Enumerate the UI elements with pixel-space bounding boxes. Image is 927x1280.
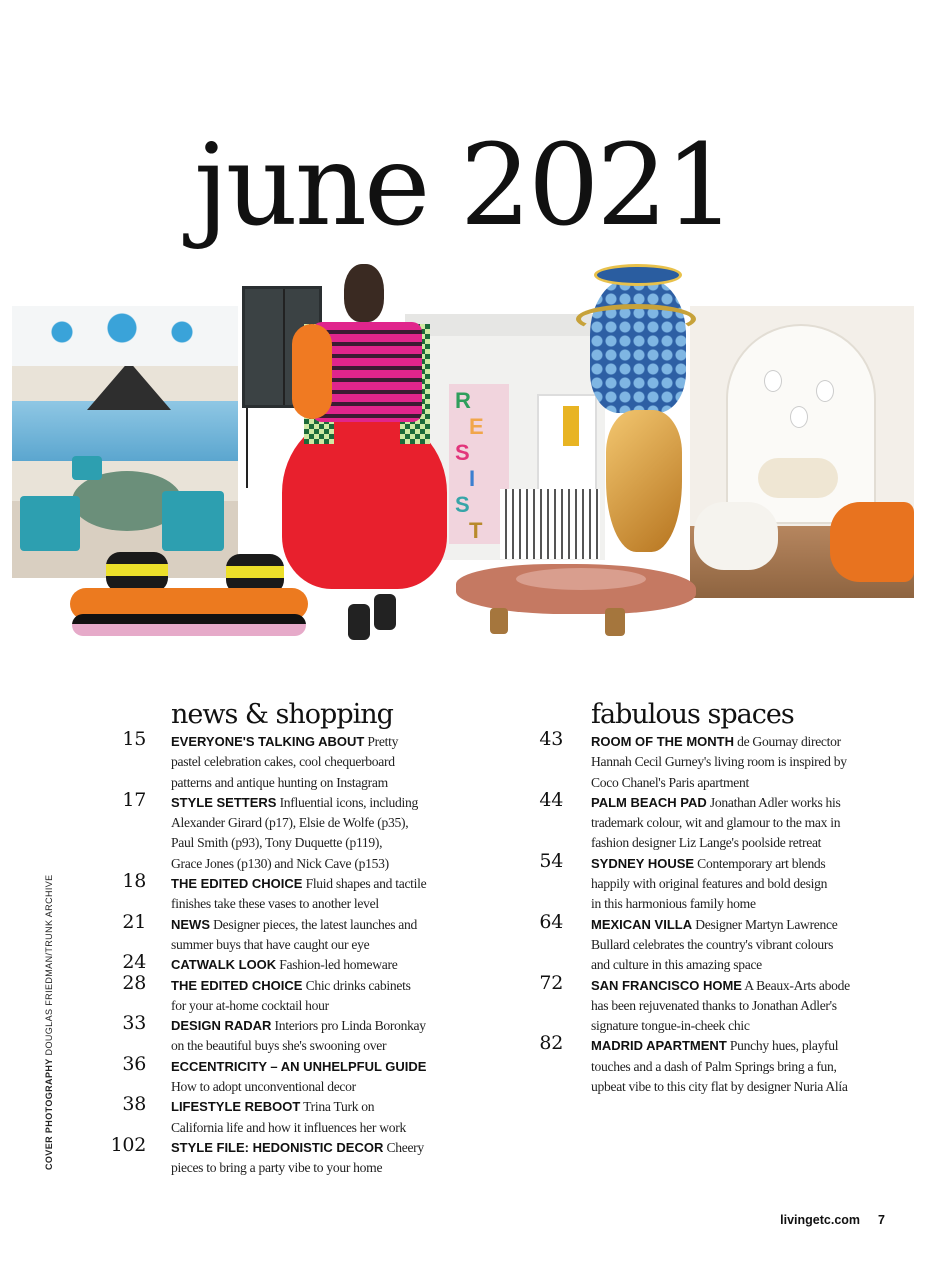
entry-heading: LIFESTYLE REBOOT — [171, 1099, 301, 1115]
page-ref-number: 38 — [122, 1093, 146, 1116]
toc-entry[interactable] — [530, 971, 890, 1037]
entry-description: fashion designer Liz Lange's poolside retreat — [591, 835, 822, 851]
entry-description: California life and how it influences her work — [171, 1119, 406, 1135]
entry-description: trademark colour, wit and glamour to the max in — [591, 815, 841, 831]
entry-heading: NEWS — [171, 916, 210, 932]
resist-artwork: R E S I S T — [449, 384, 509, 544]
page-ref-number: 102 — [110, 1133, 146, 1156]
entry-description: Trina Turk on — [300, 1099, 375, 1115]
page-ref-number: 43 — [539, 728, 563, 750]
section-heading: fabulous spaces — [591, 699, 794, 730]
page-ref-number: 54 — [539, 849, 563, 872]
news-shopping-column — [110, 698, 470, 1179]
vase-image — [572, 264, 702, 414]
entry-description: Designer pieces, the latest launches and — [210, 916, 418, 932]
entry-description: has been rejuvenated thanks to Jonathan Adler's — [591, 997, 837, 1013]
entry-description: pastel celebration cakes, cool chequerboard — [171, 754, 395, 770]
fabulous-spaces-column — [530, 698, 890, 1097]
toc-entry[interactable] — [110, 951, 470, 975]
page-ref-number: 72 — [539, 971, 563, 994]
entry-description: Cheery — [383, 1139, 424, 1155]
page-title: june 2021 — [194, 121, 733, 251]
entry-description: Coco Chanel's Paris apartment — [591, 774, 749, 790]
toc-entry[interactable] — [530, 1032, 890, 1097]
entry-description: Designer Martyn Lawrence — [692, 916, 838, 932]
page-ref-number: 82 — [539, 1032, 563, 1055]
section-heading: news & shopping — [171, 699, 393, 730]
page-ref-number: 33 — [122, 1012, 146, 1035]
entry-description: Paul Smith (p93), Tony Duquette (p119), — [171, 835, 383, 851]
entry-description: de Gournay director — [734, 734, 841, 749]
entry-description: Bullard celebrates the country's vibrant colours — [591, 936, 834, 952]
toc-entry[interactable] — [110, 870, 470, 915]
toc-entry[interactable] — [110, 1052, 470, 1098]
entry-heading: MADRID APARTMENT — [591, 1038, 727, 1054]
entry-description: on the beautiful buys she's swooning over — [171, 1038, 387, 1054]
entry-description: Contemporary art blends — [694, 855, 826, 871]
gold-hand-hook-image — [606, 410, 682, 552]
cover-photo-credit: COVER PHOTOGRAPHY DOUGLAS FRIEDMAN/TRUNK ARCHIVE — [44, 874, 54, 1170]
toc-entry[interactable] — [530, 910, 890, 976]
entry-description: upbeat vibe to this city flat by designer Nuria Alía — [591, 1079, 848, 1095]
entry-heading: THE EDITED CHOICE — [171, 977, 303, 993]
page-ref-number: 24 — [122, 951, 146, 974]
entry-heading: ECCENTRICITY – AN UNHELPFUL GUIDE — [171, 1058, 427, 1074]
coffee-table-image — [456, 564, 696, 614]
entry-description: summer buys that have caught our eye — [171, 936, 370, 952]
site-url[interactable]: livingetc.com — [780, 1213, 861, 1227]
entry-description: Pretty — [364, 734, 399, 749]
entry-description: pieces to bring a party vibe to your home — [171, 1160, 383, 1176]
page-ref-number: 64 — [539, 910, 563, 933]
toc-entry[interactable] — [110, 788, 470, 874]
entry-description: and culture in this amazing space — [591, 957, 762, 973]
page-ref-number: 18 — [122, 870, 146, 893]
toc-entry[interactable] — [530, 849, 890, 915]
entry-heading: STYLE SETTERS — [171, 794, 277, 810]
terrace-photo — [12, 306, 238, 578]
page-ref-number: 36 — [122, 1052, 146, 1075]
entry-heading: SYDNEY HOUSE — [591, 855, 695, 871]
entry-description: patterns and antique hunting on Instagram — [171, 774, 388, 790]
toc-entry[interactable] — [530, 788, 890, 854]
entry-heading: MEXICAN VILLA — [591, 916, 693, 932]
page-ref-number: 28 — [122, 971, 146, 994]
entry-heading: SAN FRANCISCO HOME — [591, 977, 742, 993]
entry-heading: PALM BEACH PAD — [591, 794, 707, 810]
entry-description: Influential icons, including — [276, 794, 419, 810]
entry-description: Punchy hues, playful — [726, 1038, 839, 1054]
entry-description: Interiors pro Linda Boronkay — [271, 1018, 426, 1034]
entry-heading: ROOM OF THE MONTH — [591, 734, 734, 749]
sofa-image — [70, 552, 308, 644]
entry-description: Jonathan Adler works his — [706, 794, 841, 810]
entry-description: Hannah Cecil Gurney's living room is inspired by — [591, 754, 847, 770]
toc-entry[interactable] — [110, 1012, 470, 1057]
arched-interior-photo — [690, 306, 914, 598]
page-ref-number: 15 — [122, 728, 146, 750]
entry-description: How to adopt unconventional decor — [171, 1079, 356, 1095]
entry-description: Fashion-led homeware — [276, 957, 398, 973]
entry-heading: DESIGN RADAR — [171, 1018, 272, 1034]
entry-description: in this harmonious family home — [591, 896, 756, 912]
page-ref-number: 44 — [539, 788, 563, 811]
page-footer — [780, 1213, 885, 1227]
page-number: 7 — [878, 1213, 885, 1227]
entry-description: Grace Jones (p130) and Nick Cave (p153) — [171, 855, 389, 871]
entry-heading: STYLE FILE: HEDONISTIC DECOR — [171, 1139, 384, 1155]
toc-entry[interactable] — [110, 728, 470, 793]
entry-description: for your at-home cocktail hour — [171, 997, 329, 1013]
toc-entry[interactable] — [110, 910, 470, 956]
entry-heading: CATWALK LOOK — [171, 957, 277, 973]
entry-description: happily with original features and bold design — [591, 876, 828, 892]
entry-heading: THE EDITED CHOICE — [171, 876, 303, 892]
entry-description: finishes take these vases to another level — [171, 896, 379, 912]
entry-heading: EVERYONE'S TALKING ABOUT — [171, 734, 365, 749]
page-ref-number: 21 — [122, 910, 146, 933]
entry-description: Chic drinks cabinets — [302, 977, 411, 993]
entry-description: touches and a dash of Palm Springs bring a fun, — [591, 1058, 837, 1074]
toc-entry[interactable] — [110, 971, 470, 1017]
toc-entry[interactable] — [110, 1093, 470, 1138]
entry-description: A Beaux-Arts abode — [741, 977, 850, 993]
cover-collage — [0, 262, 927, 647]
entry-description: signature tongue-in-cheek chic — [591, 1018, 750, 1034]
toc-entry[interactable] — [530, 728, 890, 793]
page-ref-number: 17 — [122, 788, 146, 811]
entry-description: Alexander Girard (p17), Elsie de Wolfe (p35), — [171, 815, 409, 831]
toc-entry[interactable] — [110, 1133, 470, 1179]
entry-description: Fluid shapes and tactile — [302, 876, 427, 892]
